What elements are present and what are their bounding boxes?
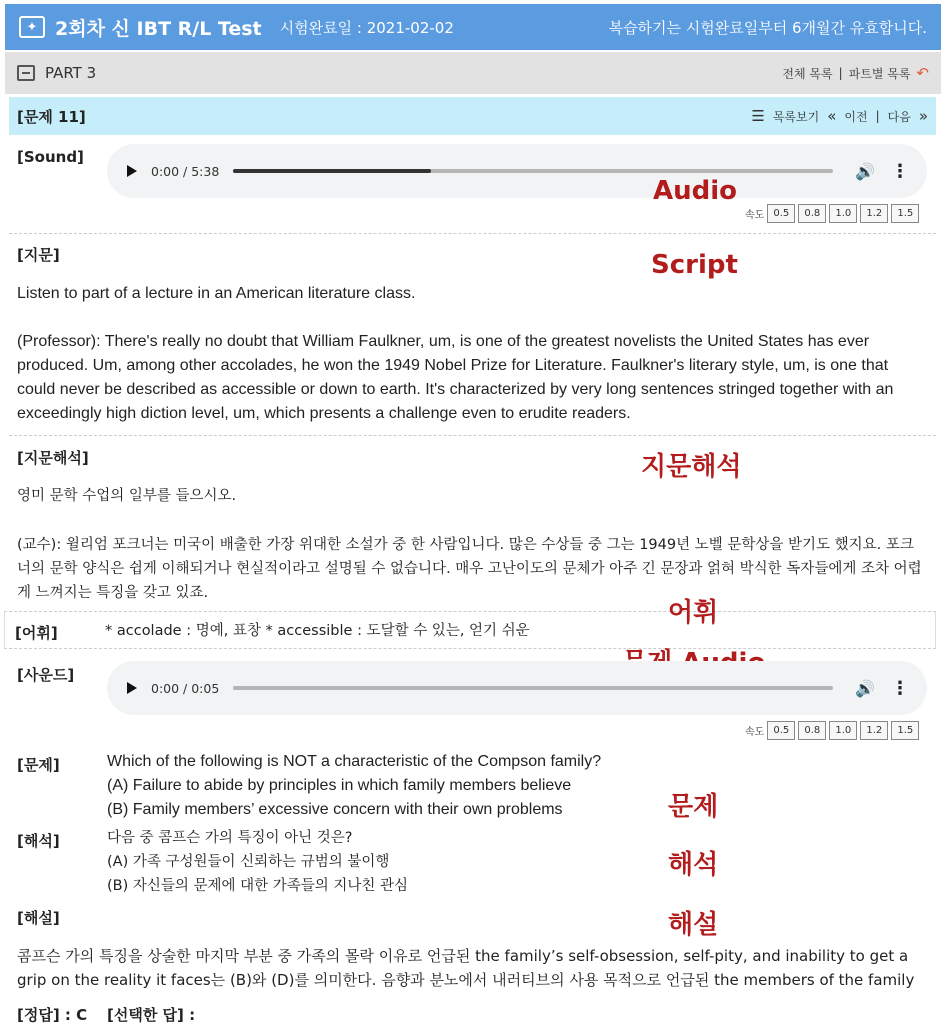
speed-button[interactable]: 1.2 <box>860 721 888 740</box>
annotation-audio: Audio <box>653 176 738 206</box>
part-list-link[interactable]: 파트별 목록 <box>848 66 911 81</box>
prev-link[interactable]: 이전 <box>844 109 868 124</box>
selected-answer: [선택한 답] : <box>107 1006 196 1024</box>
speed-label: 속도 <box>745 727 765 738</box>
chevron-double-right-icon[interactable]: » <box>918 107 928 125</box>
sound-label: [Sound] <box>17 148 84 166</box>
validity-notice: 복습하기는 시험완료일부터 6개월간 유효합니다. <box>608 18 927 37</box>
interpret-label: [해석] <box>17 832 60 850</box>
next-link[interactable]: 다음 <box>887 109 911 124</box>
vocab-label: [어휘] <box>15 624 58 642</box>
vocab-text: * accolade : 명예, 표창 * accessible : 도달할 수 있는, 얻기 쉬운 <box>105 623 530 639</box>
explain-label: [해설] <box>17 909 60 927</box>
test-title: 2회차 신 IBT R/L Test <box>55 17 262 40</box>
list-nav <box>782 64 929 82</box>
question-bar <box>9 97 936 135</box>
speed-button[interactable]: 1.2 <box>860 204 888 223</box>
script-body: (Professor): There's really no doubt that William Faulkner, um, is one of the greatest novelists the United States has ever produced. Um, among other accolades, he won the 1949 Nobel Prize for Literature. Faulkner's literary style, um, is one that could never be described as accessible or down to earth. It's characterized by very long sentences stringed together with an exceedingly high diction level, um, which presents a challenge even to erudite readers. <box>17 333 894 422</box>
question-text <box>107 750 667 822</box>
question-nav <box>751 107 928 125</box>
audio-time: 0:00 / 5:38 <box>151 163 220 179</box>
annotation-question: 문제 <box>668 792 719 822</box>
all-list-link[interactable]: 전체 목록 <box>782 66 833 81</box>
speed-button[interactable]: 0.5 <box>767 204 795 223</box>
more-options-icon[interactable]: ⋮ <box>891 677 909 699</box>
translation-label: [지문해석] <box>17 449 89 467</box>
part-bar <box>5 52 941 94</box>
divider <box>9 233 936 234</box>
chevron-double-left-icon[interactable]: « <box>827 107 837 125</box>
archive-icon <box>17 65 35 81</box>
audio-seek-bar[interactable] <box>233 169 833 173</box>
correct-answer: [정답] : C <box>17 1006 88 1024</box>
audio-time: 0:00 / 0:05 <box>151 680 220 696</box>
annotation-interpret: 해석 <box>668 850 719 880</box>
question-stem: Which of the following is NOT a characteristic of the Compson family? <box>107 753 602 770</box>
speed-button[interactable]: 1.5 <box>891 721 919 740</box>
annotation-translation: 지문해석 <box>641 452 742 482</box>
question-number: [문제 11] <box>17 107 86 126</box>
lecture-audio-player[interactable] <box>107 144 927 198</box>
speed-button[interactable]: 0.8 <box>798 721 826 740</box>
script-label: [지문] <box>17 246 60 264</box>
script-intro: Listen to part of a lecture in an American literature class. <box>17 285 416 302</box>
nav-separator: | <box>838 66 843 80</box>
sparkle-icon: ✦ <box>19 16 45 38</box>
speed-button[interactable]: 0.5 <box>767 721 795 740</box>
speed-label: 속도 <box>745 210 765 221</box>
back-arrow-icon[interactable]: ↶ <box>916 64 929 82</box>
annotation-explain: 해설 <box>668 910 719 940</box>
audio-progress-fill <box>233 169 431 173</box>
speed-button[interactable]: 1.0 <box>829 721 857 740</box>
speed-control <box>745 721 919 740</box>
interpret-option: (A) 가족 구성원들이 신뢰하는 규범의 불이행 <box>107 854 390 870</box>
question-audio-player[interactable] <box>107 661 927 715</box>
audio-seek-bar[interactable] <box>233 686 833 690</box>
translation-body: (교수): 윌리엄 포크너는 미국이 배출한 가장 위대한 소설가 중 한 사람입니다. 많은 수상들 중 그는 1949년 노벨 문학상을 받기도 했지요. 포크너의 문학 양식은 쉽게 이해되거나 현실적이라고 설명될 수 없습니다. 매우 고난이도의 문체가 아주 긴 문장과 얽혀 박식한 독자들에게 조차 어렵게 느껴지는 특징을 갖고 있죠. <box>17 537 922 601</box>
translation-intro: 영미 문학 수업의 일부를 들으시오. <box>17 488 237 504</box>
speed-button[interactable]: 0.8 <box>798 204 826 223</box>
speed-button[interactable]: 1.0 <box>829 204 857 223</box>
part-title: PART 3 <box>45 64 97 82</box>
speed-button[interactable]: 1.5 <box>891 204 919 223</box>
top-header <box>5 4 941 50</box>
interpret-stem: 다음 중 콤프슨 가의 특징이 아닌 것은? <box>107 830 353 846</box>
play-icon[interactable] <box>127 165 137 177</box>
list-icon[interactable]: ☰ <box>751 107 765 125</box>
list-view-link[interactable]: 목록보기 <box>772 109 820 124</box>
annotation-vocab: 어휘 <box>668 598 719 628</box>
interpret-text <box>107 826 647 898</box>
question-label: [문제] <box>17 756 60 774</box>
question-sound-label: [사운드] <box>17 666 75 684</box>
interpret-option: (B) 자신들의 문제에 대한 가족들의 지나친 관심 <box>107 878 409 894</box>
speed-control <box>745 204 919 223</box>
more-options-icon[interactable]: ⋮ <box>891 160 909 182</box>
explain-body: 콤프슨 가의 특징을 상술한 마지막 부분 중 가족의 몰락 이유로 언급된 the family’s self-obsession, self-pity, and inability to get a grip on the reality it faces는 (B)와 (D)를 의미한다. 음향과 분노에서 내러티브의 사용 목적으로 언급된 the members of the family <box>17 947 915 989</box>
volume-icon[interactable]: 🔊 <box>855 161 875 181</box>
divider <box>9 435 936 436</box>
nav-separator: | <box>875 109 880 123</box>
question-option: (B) Family members’ excessive concern with their own problems <box>107 801 563 818</box>
question-option: (A) Failure to abide by principles in which family members believe <box>107 777 572 794</box>
exam-date: 시험완료일 : 2021-02-02 <box>279 18 454 37</box>
play-icon[interactable] <box>127 682 137 694</box>
annotation-script: Script <box>651 250 738 280</box>
volume-icon[interactable]: 🔊 <box>855 678 875 698</box>
